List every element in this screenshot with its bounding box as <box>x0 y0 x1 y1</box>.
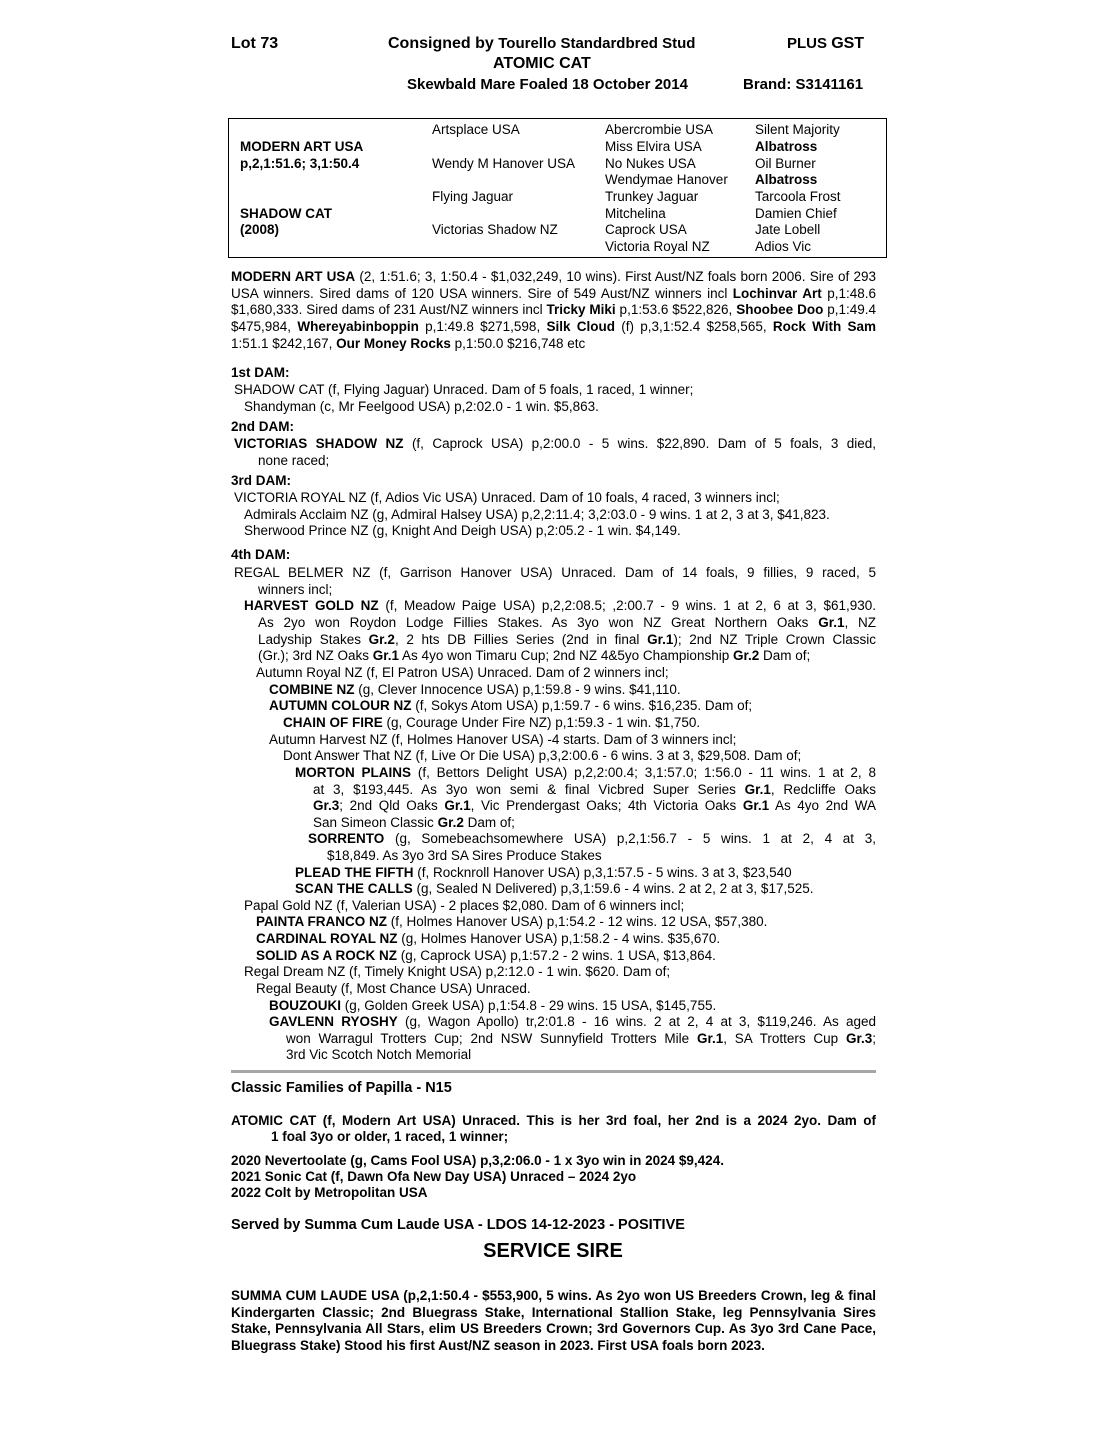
pedigree-sire-record: p,2,1:51.6; 3,1:50.4 <box>240 156 360 171</box>
second-dam-line-cont: none raced; <box>258 453 330 468</box>
progeny-papal-gold: Papal Gold NZ (f, Valerian USA) - 2 places $2,080. Dam of 6 winners incl; <box>244 898 685 913</box>
pedigree-gen4: Damien Chief <box>755 206 837 221</box>
atomic-cat-summary: ATOMIC CAT (f, Modern Art USA) Unraced. This is her 3rd foal, her 2nd is a 2024 2yo. Dam of <box>231 1113 876 1128</box>
third-dam-progeny: Admirals Acclaim NZ (g, Admiral Halsey USA) p,2,2:11.4; 3,2:03.0 - 9 wins. 1 at 2, 3 at 3, $41,823. <box>244 507 830 522</box>
progeny-note: at 3, $193,445. As 3yo won semi & final Vicbred Super Series Gr.1, Redcliffe Oaks <box>313 782 876 797</box>
pedigree-gen3: Caprock USA <box>605 222 687 237</box>
progeny-note: (Gr.); 3rd NZ Oaks Gr.1 As 4yo won Timaru Cup; 2nd NZ 4&5yo Championship Gr.2 Dam of; <box>258 648 811 663</box>
progeny-gavlenn-ryoshy: GAVLENN RYOSHY (g, Wagon Apollo) tr,2:01.8 - 16 wins. 2 at 2, 4 at 3, $119,246. As aged <box>269 1014 876 1029</box>
progeny-note: San Simeon Classic Gr.2 Dam of; <box>313 815 515 830</box>
progeny-note: As 2yo won Roydon Lodge Fillies Stakes. As 3yo won NZ Great Northern Oaks Gr.1, NZ <box>258 615 876 630</box>
pedigree-gen3: Victoria Royal NZ <box>605 239 710 254</box>
service-sire-summary: SUMMA CUM LAUDE USA (p,2,1:50.4 - $553,900, 5 wins. As 2yo won US Breeders Crown, leg & final Kindergarten Classic; 2nd Bluegrass Stake, International Stallion Stake, leg Pennsylvania Sires Stake, Pennsylvania All Stars, elim US Breeders Crown; 3rd Governors Cup. As 3yo 3rd Cane Pace, Bluegrass Stake) Stood his first Aust/NZ season in 2023. First USA foals born 2023. <box>231 1288 876 1354</box>
fourth-dam-line-cont: winners incl; <box>258 582 333 597</box>
progeny-scan-the-calls: SCAN THE CALLS (g, Sealed N Delivered) p,3,1:59.6 - 4 wins. 2 at 2, 2 at 3, $17,525. <box>295 881 814 896</box>
pedigree-gen3: No Nukes USA <box>605 156 696 171</box>
progeny-autumn-royal: Autumn Royal NZ (f, El Patron USA) Unraced. Dam of 2 winners incl; <box>256 665 669 680</box>
pedigree-gen4: Albatross <box>755 139 818 154</box>
progeny-note: won Warragul Trotters Cup; 2nd NSW Sunnyfield Trotters Mile Gr.1, SA Trotters Cup Gr.3; <box>286 1031 877 1046</box>
brand: Brand: S3141161 <box>743 76 864 93</box>
pedigree-gen2: Artsplace USA <box>432 122 520 137</box>
progeny-plead-the-fifth: PLEAD THE FIFTH (f, Rocknroll Hanover USA) p,3,1:57.5 - 5 wins. 3 at 3, $23,540 <box>295 865 792 880</box>
progeny-morton-plains: MORTON PLAINS (f, Bettors Delight USA) p,2,2:00.4; 3,1:57.0; 1:56.0 - 11 wins. 1 at 2, 8 <box>295 765 876 780</box>
first-dam-heading: 1st DAM: <box>231 365 290 380</box>
horse-description: Skewbald Mare Foaled 18 October 2014 <box>407 76 688 93</box>
sire-summary: MODERN ART USA (2, 1:51.6; 3, 1:50.4 - $1,032,249, 10 wins). First Aust/NZ foals born 2006. Sire of 293 USA winners. Sired dams of 120 USA winners. Sire of 549 Aust/NZ winners incl Lochinvar Art p,1:48.6 $1,680,333. Sired dams of 231 Aust/NZ winners incl Tricky Miki p,1:53.6 $522,826, Shoobee Doo p,1:49.4 $475,984, Whereyabinboppin p,1:49.8 $271,598, Silk Cloud (f) p,3,1:52.4 $258,565, Rock With Sam 1:51.1 $242,167, Our Money Rocks p,1:50.0 $216,748 etc <box>231 269 877 351</box>
plus-gst <box>787 35 864 53</box>
progeny-harvest-gold: HARVEST GOLD NZ (f, Meadow Paige USA) p,2,2:08.5; ,2:00.7 - 9 wins. 1 at 2, 6 at 3, $61,930. <box>244 598 876 613</box>
produce-record: 2020 Nevertoolate (g, Cams Fool USA) p,3,2:06.0 - 1 x 3yo win in 2024 $9,424. <box>231 1153 724 1168</box>
progeny-bouzouki: BOUZOUKI (g, Golden Greek USA) p,1:54.8 - 29 wins. 15 USA, $145,755. <box>269 998 717 1013</box>
produce-record: 2021 Sonic Cat (f, Dawn Ofa New Day USA) Unraced – 2024 2yo <box>231 1169 637 1184</box>
pedigree-gen4: Jate Lobell <box>755 222 821 237</box>
produce-record: 2022 Colt by Metropolitan USA <box>231 1185 428 1200</box>
pedigree-gen3: Abercrombie USA <box>605 122 714 137</box>
pedigree-gen2: Wendy M Hanover USA <box>432 156 576 171</box>
family-line: Classic Families of Papilla - N15 <box>231 1080 452 1096</box>
pedigree-gen4: Adios Vic <box>755 239 812 254</box>
third-dam-progeny: Sherwood Prince NZ (g, Knight And Deigh USA) p,2:05.2 - 1 win. $4,149. <box>244 523 681 538</box>
progeny-chain-of-fire: CHAIN OF FIRE (g, Courage Under Fire NZ) p,1:59.3 - 1 win. $1,750. <box>283 715 701 730</box>
progeny-solid-as-a-rock: SOLID AS A ROCK NZ (g, Caprock USA) p,1:57.2 - 2 wins. 1 USA, $13,864. <box>256 948 716 963</box>
atomic-cat-summary-cont: 1 foal 3yo or older, 1 raced, 1 winner; <box>271 1129 509 1144</box>
fourth-dam-line: REGAL BELMER NZ (f, Garrison Hanover USA) Unraced. Dam of 14 foals, 9 fillies, 9 raced, 5 <box>234 565 876 580</box>
pedigree-gen3: Miss Elvira USA <box>605 139 702 154</box>
horse-name: ATOMIC CAT <box>493 55 591 72</box>
progeny-regal-dream: Regal Dream NZ (f, Timely Knight USA) p,2:12.0 - 1 win. $620. Dam of; <box>244 964 671 979</box>
progeny-note: Gr.3; 2nd Qld Oaks Gr.1, Vic Prendergast Oaks; 4th Victoria Oaks Gr.1 As 4yo 2nd WA <box>313 798 876 813</box>
pedigree-gen4: Tarcoola Frost <box>755 189 841 204</box>
progeny-combine: COMBINE NZ (g, Clever Innocence USA) p,1:59.8 - 9 wins. $41,110. <box>269 682 681 697</box>
first-dam-progeny: Shandyman (c, Mr Feelgood USA) p,2:02.0 - 1 win. $5,863. <box>244 399 599 414</box>
first-dam-line: SHADOW CAT (f, Flying Jaguar) Unraced. Dam of 5 foals, 1 raced, 1 winner; <box>234 382 694 397</box>
pedigree-gen4: Oil Burner <box>755 156 816 171</box>
progeny-autumn-harvest: Autumn Harvest NZ (f, Holmes Hanover USA) -4 starts. Dam of 3 winners incl; <box>269 732 737 747</box>
pedigree-gen4: Albatross <box>755 172 818 187</box>
pedigree-gen2: Victorias Shadow NZ <box>432 222 558 237</box>
fourth-dam-heading: 4th DAM: <box>231 547 291 562</box>
consignor-name: Tourello Standardbred Stud <box>498 35 696 52</box>
pedigree-gen3: Wendymae Hanover <box>605 172 728 187</box>
served-by: Served by Summa Cum Laude USA - LDOS 14-12-2023 - POSITIVE <box>231 1217 685 1233</box>
progeny-regal-beauty: Regal Beauty (f, Most Chance USA) Unraced. <box>256 981 531 996</box>
second-dam-line: VICTORIAS SHADOW NZ (f, Caprock USA) p,2:00.0 - 5 wins. $22,890. Dam of 5 foals, 3 died, <box>234 436 876 451</box>
lot-number: Lot 73 <box>231 35 279 52</box>
service-sire-heading: SERVICE SIRE <box>483 1240 623 1262</box>
pedigree-dam-year: (2008) <box>240 222 280 237</box>
section-divider <box>231 1070 876 1073</box>
progeny-dont-answer: Dont Answer That NZ (f, Live Or Die USA) p,3,2:00.6 - 6 wins. 3 at 3, $29,508. Dam of; <box>283 748 802 763</box>
progeny-painta-franco: PAINTA FRANCO NZ (f, Holmes Hanover USA) p,1:54.2 - 12 wins. 12 USA, $57,380. <box>256 914 768 929</box>
third-dam-line: VICTORIA ROYAL NZ (f, Adios Vic USA) Unraced. Dam of 10 foals, 4 raced, 3 winners incl; <box>234 490 780 505</box>
progeny-note: $18,849. As 3yo 3rd SA Sires Produce Stakes <box>327 848 602 863</box>
progeny-cardinal-royal: CARDINAL ROYAL NZ (g, Holmes Hanover USA) p,1:58.2 - 4 wins. $35,670. <box>256 931 721 946</box>
second-dam-heading: 2nd DAM: <box>231 419 294 434</box>
plus-label: PLUS <box>787 35 828 52</box>
pedigree-dam: SHADOW CAT <box>240 206 332 221</box>
progeny-note: 3rd Vic Scotch Notch Memorial <box>286 1047 472 1062</box>
consigned-label: Consigned by <box>388 35 494 52</box>
progeny-autumn-colour: AUTUMN COLOUR NZ (f, Sokys Atom USA) p,1:59.7 - 6 wins. $16,235. Dam of; <box>269 698 753 713</box>
gst-label: GST <box>831 35 865 52</box>
consigned-line <box>388 35 728 53</box>
pedigree-gen3: Trunkey Jaguar <box>605 189 699 204</box>
pedigree-gen3: Mitchelina <box>605 206 666 221</box>
progeny-note: Ladyship Stakes Gr.2, 2 hts DB Fillies Series (2nd in final Gr.1); 2nd NZ Triple Crown Classic <box>258 632 876 647</box>
pedigree-sire: MODERN ART USA <box>240 139 364 154</box>
pedigree-gen4: Silent Majority <box>755 122 840 137</box>
pedigree-gen2: Flying Jaguar <box>432 189 514 204</box>
third-dam-heading: 3rd DAM: <box>231 473 291 488</box>
progeny-sorrento: SORRENTO (g, Somebeachsomewhere USA) p,2,1:56.7 - 5 wins. 1 at 2, 4 at 3, <box>308 831 876 846</box>
